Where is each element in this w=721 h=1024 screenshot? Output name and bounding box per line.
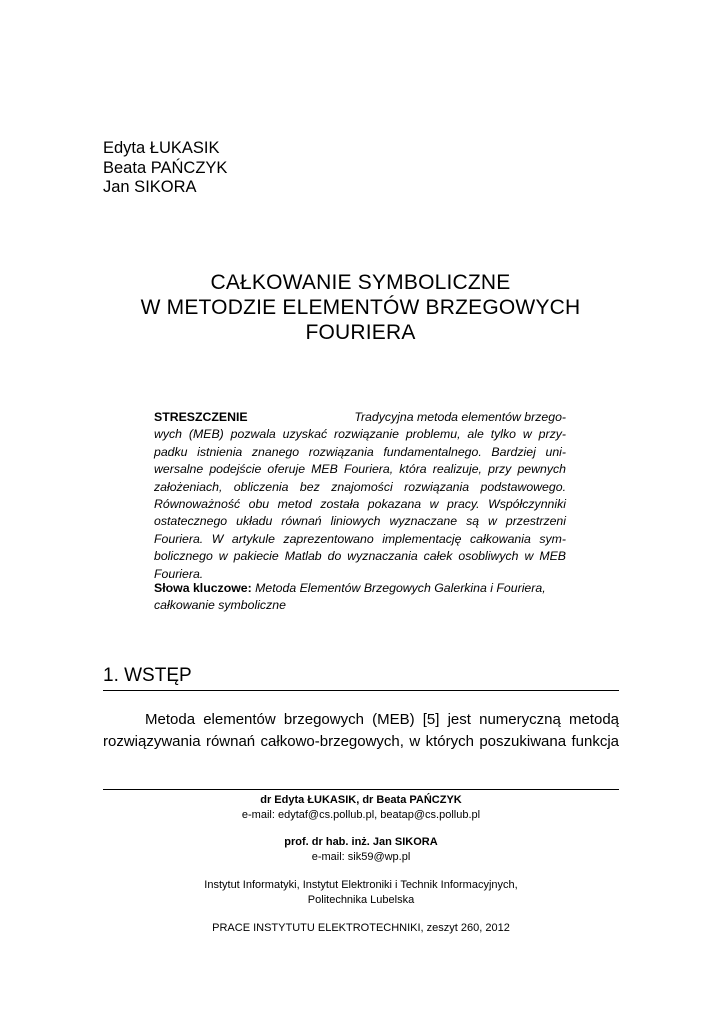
author-list — [103, 139, 227, 198]
abstract-text-line: wersalne podejście oferuje MEB Fouriera, która realizuje, przy pewnych — [154, 462, 566, 477]
author-name: Jan SIKORA — [103, 178, 197, 196]
abstract-first-line — [154, 409, 566, 426]
keywords-text: Metoda Elementów Brzegowych Galerkina i Fouriera, — [255, 581, 546, 595]
abstract-text-line: wych (MEB) pozwala uzyskać rozwiązanie problemu, ale tylko w przy- — [154, 427, 566, 442]
paper-title — [0, 270, 721, 345]
author-name: Edyta ŁUKASIK — [103, 139, 220, 157]
footnote-email: e-mail: edytaf@cs.pollub.pl, beatap@cs.pollub.pl — [241, 808, 481, 821]
abstract-text-line: Fouriera. — [154, 566, 204, 581]
footnote-divider — [103, 789, 619, 790]
keywords-label: Słowa kluczowe: — [154, 581, 252, 595]
abstract-label: STRESZCZENIE — [154, 410, 248, 424]
footnote-authors: dr Edyta ŁUKASIK, dr Beata PAŃCZYK — [260, 794, 462, 806]
keywords — [154, 580, 574, 615]
title-line: FOURIERA — [305, 321, 416, 344]
keywords-text: całkowanie symboliczne — [154, 598, 286, 613]
footnote-affiliation: Instytut Informatyki, Instytut Elektroniki i Technik Informacyjnych, — [204, 879, 518, 891]
abstract-text-line: założeniach, obliczenia bez znajomości rozwiązania podstawowego. — [154, 479, 566, 494]
abstract — [154, 409, 566, 583]
body-paragraph — [103, 709, 619, 752]
footnote-email: e-mail: sik59@wp.pl — [311, 850, 411, 863]
abstract-text-line: padku istnienia znanego rozwiązania fundamentalnego. Bardziej uni- — [154, 444, 566, 459]
footnote-authors: prof. dr hab. inż. Jan SIKORA — [284, 836, 438, 848]
section-heading: 1. WSTĘP — [103, 664, 619, 691]
abstract-text-line: bolicznego w pakiecie Matlab do wyznaczania całek osobliwych w MEB — [154, 549, 566, 564]
abstract-text-line: ostatecznego układu równań liniowych wyznaczane są w przestrzeni — [154, 514, 566, 529]
footnote — [103, 793, 619, 936]
title-line: CAŁKOWANIE SYMBOLICZNE — [210, 271, 511, 294]
abstract-text-line: Fouriera. W artykule zaprezentowano implementację całkowania sym- — [154, 531, 566, 546]
footnote-affiliation: Politechnika Lubelska — [307, 893, 415, 906]
body-text-line: Metoda elementów brzegowych (MEB) [5] jest numeryczną metodą — [145, 711, 619, 728]
footnote-journal: PRACE INSTYTUTU ELEKTROTECHNIKI, zeszyt 260, 2012 — [212, 922, 510, 934]
body-text-line: rozwiązywania równań całkowo-brzegowych, w których poszukiwana funkcja — [103, 732, 619, 750]
author-name: Beata PAŃCZYK — [103, 158, 228, 177]
abstract-text-line: Tradycyjna metoda elementów brzego- — [354, 410, 566, 424]
abstract-text-line: Równoważność obu metod została pokazana w pracy. Współczynniki — [154, 496, 566, 511]
title-line: W METODZIE ELEMENTÓW BRZEGOWYCH — [140, 296, 581, 319]
